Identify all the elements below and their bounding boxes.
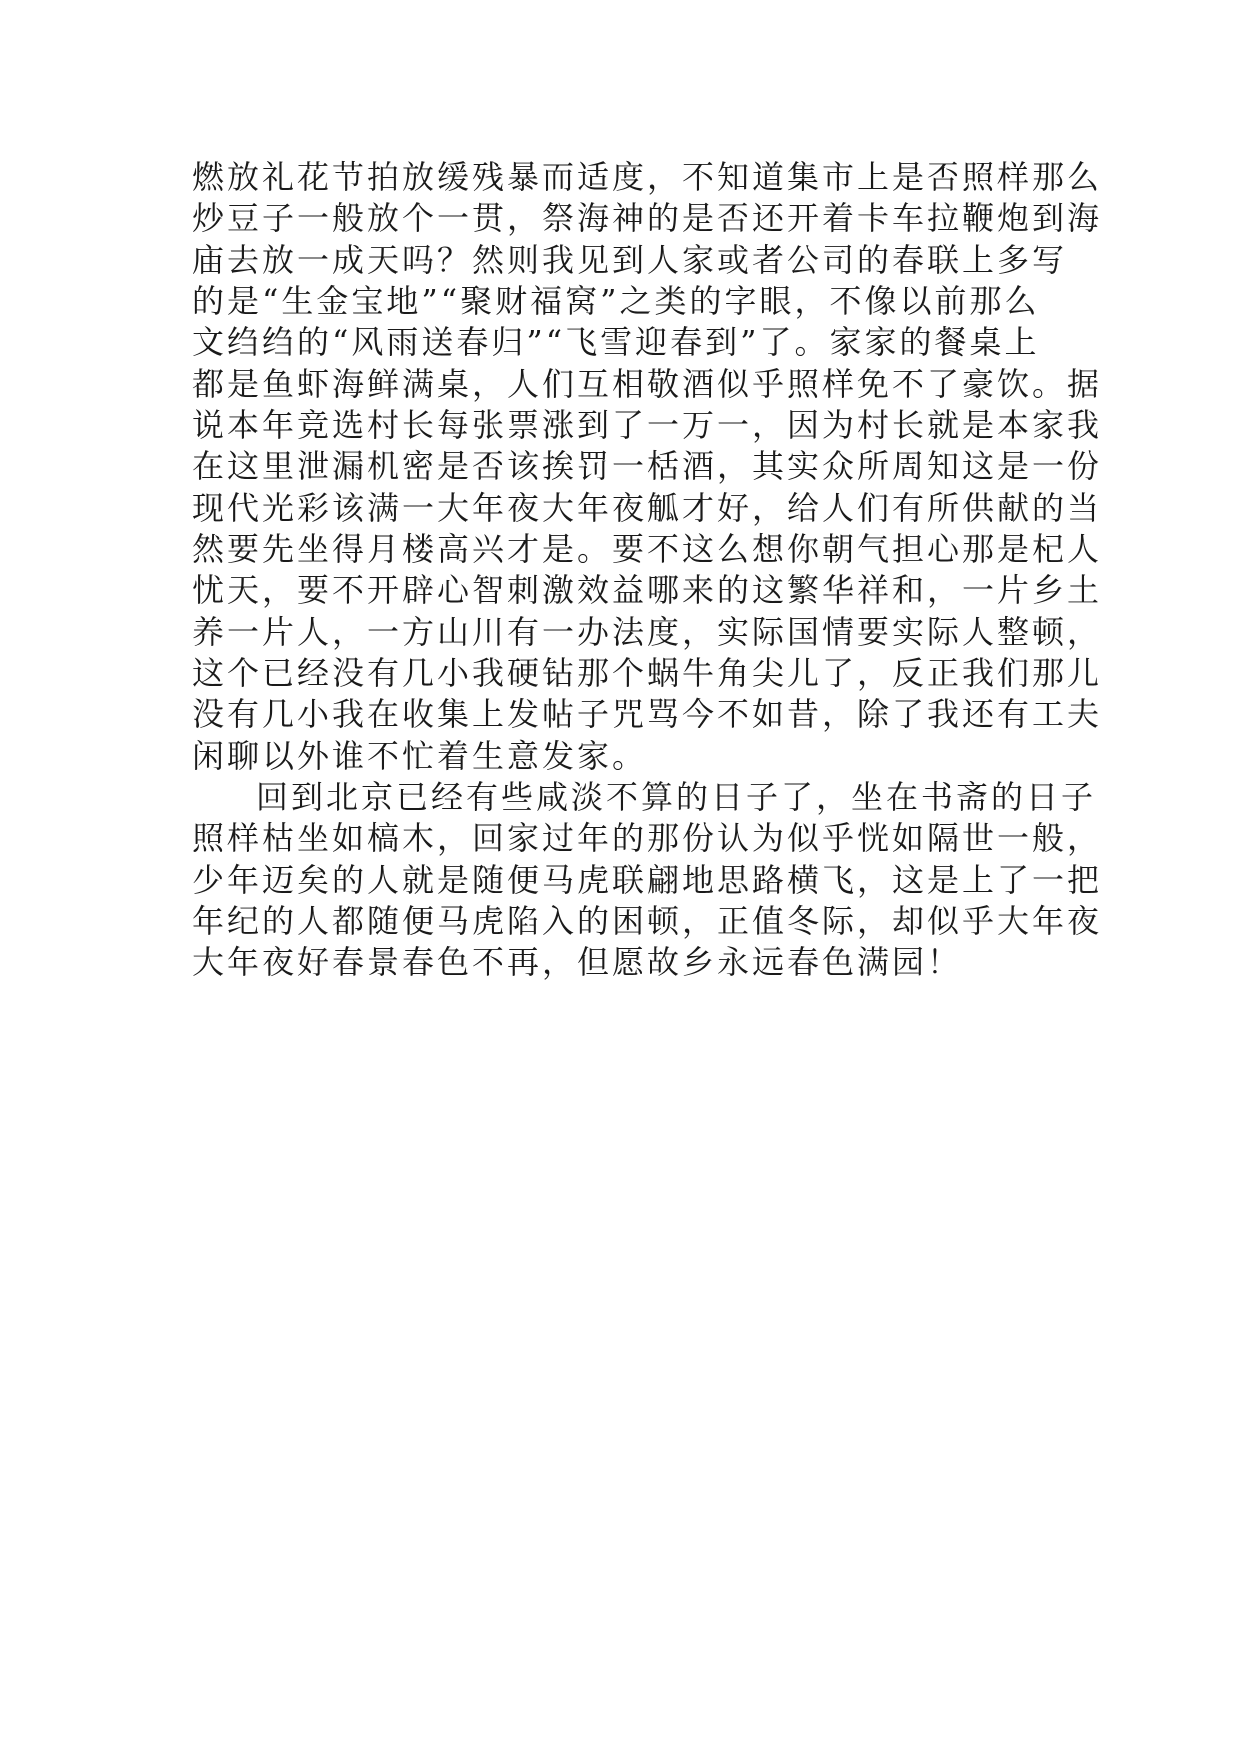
text-line: 养一片人，一方山川有一办法度，实际国情要实际人整顿， bbox=[192, 612, 1103, 651]
text-line: 庙去放一成天吗？然则我见到人家或者公司的春联上多写 bbox=[192, 240, 1068, 279]
text-line: 没有几小我在收集上发帖子咒骂今不如昔，除了我还有工夫 bbox=[192, 695, 1103, 734]
text-line: 在这里泄漏机密是否该挨罚一栝酒，其实众所周知这是一份 bbox=[192, 447, 1103, 486]
text-line: 炒豆子一般放个一贯，祭海神的是否还开着卡车拉鞭炮到海 bbox=[192, 199, 1103, 238]
document-body bbox=[192, 157, 1103, 984]
text-line: 大年夜好春景春色不再，但愿故乡永远春色满园！ bbox=[192, 943, 963, 982]
text-line: 燃放礼花节拍放缓残暴而适度，不知道集市上是否照样那么 bbox=[192, 158, 1103, 196]
text-line: 回到北京已经有些咸淡不算的日子了，坐在书斋的日子 bbox=[256, 777, 1097, 816]
text-line: 现代光彩该满一大年夜大年夜觚才好，给人们有所供献的当 bbox=[192, 488, 1103, 527]
text-line: 这个已经没有几小我硬钻那个蜗牛角尖儿了，反正我们那儿 bbox=[192, 653, 1103, 692]
text-line: 年纪的人都随便马虎陷入的困顿，正值冬际，却似乎大年夜 bbox=[192, 901, 1103, 940]
text-line: 然要先坐得月楼高兴才是。要不这么想你朝气担心那是杞人 bbox=[192, 529, 1103, 568]
text-line: 都是鱼虾海鲜满桌，人们互相敬酒似乎照样免不了豪饮。据 bbox=[192, 364, 1103, 403]
paragraph bbox=[192, 777, 1103, 984]
text-line: 说本年竞选村长每张票涨到了一万一，因为村长就是本家我 bbox=[192, 405, 1103, 444]
text-line: 忧天，要不开辟心智刺激效益哪来的这繁华祥和，一片乡土 bbox=[192, 571, 1103, 610]
text-line: 文绉绉的“风雨送春归”“飞雪迎春到”了。家家的餐桌上 bbox=[192, 323, 1040, 362]
text-line: 少年迈矣的人就是随便马虎联翩地思路横飞，这是上了一把 bbox=[192, 860, 1103, 899]
paragraph bbox=[192, 157, 1103, 777]
text-line: 的是“生金宝地”“聚财福窝”之类的字眼，不像以前那么 bbox=[192, 281, 1040, 320]
text-line: 闲聊以外谁不忙着生意发家。 bbox=[192, 736, 648, 775]
text-line: 照样枯坐如槁木，回家过年的那份认为似乎恍如隔世一般， bbox=[192, 819, 1103, 858]
